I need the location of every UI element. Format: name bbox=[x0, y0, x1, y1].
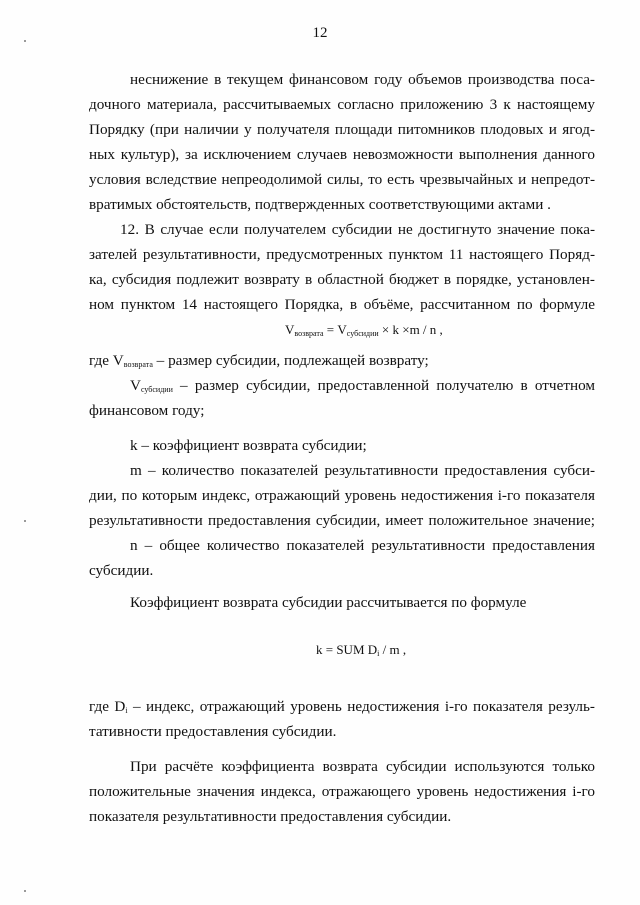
coefficient-intro: Коэффициент возврата субсидии рассчитывается по формуле bbox=[130, 594, 527, 611]
formula-v: V bbox=[337, 322, 347, 337]
paragraph-line: ных культур), за исключением случаев невозможности выполнения данного bbox=[89, 146, 595, 163]
paragraph-line: 12. В случае если получателем субсидии не достигнуто значение пока- bbox=[120, 221, 595, 238]
scan-mark bbox=[24, 520, 26, 522]
paragraph-line: ном пунктом 14 настоящего Порядка, в объёме, рассчитанном по формуле bbox=[89, 296, 595, 313]
definition-d: где Di – индекс, отражающий уровень недостижения i-го показателя резуль- bbox=[89, 698, 595, 715]
paragraph-line: финансовом году; bbox=[89, 402, 205, 419]
paragraph-line: дочного материала, рассчитываемых согласно приложению 3 к настоящему bbox=[89, 96, 595, 113]
paragraph-line: ка, субсидия подлежит возврату в областной бюджет в порядке, установлен- bbox=[89, 271, 595, 288]
paragraph-line: результативности предоставления субсидии, имеет положительное значение; bbox=[89, 512, 595, 529]
definition-k: k – коэффициент возврата субсидии; bbox=[130, 437, 367, 454]
scan-mark bbox=[24, 40, 26, 42]
formula-equals: = bbox=[326, 322, 335, 337]
paragraph-line: показателя результативности предоставления субсидии. bbox=[89, 808, 452, 825]
paragraph-line: При расчёте коэффициента возврата субсидии используются только bbox=[130, 758, 595, 775]
paragraph-line: m – количество показателей результативности предоставления субси- bbox=[130, 462, 595, 479]
paragraph-line: дии, по которым индекс, отражающий уровень недостижения i-го показателя bbox=[89, 487, 595, 504]
paragraph-line: Порядку (при наличии у получателя площади питомников плодовых и ягод- bbox=[89, 121, 595, 138]
paragraph-line: условия вследствие непреодолимой силы, то есть чрезвычайных и непредот- bbox=[89, 171, 595, 188]
paragraph-line: положительные значения индекса, отражающего уровень недостижения i-го bbox=[89, 783, 595, 800]
formula-sub-return: возврата bbox=[294, 329, 324, 338]
page-number: 12 bbox=[312, 25, 328, 41]
paragraph-line: субсидии. bbox=[89, 562, 154, 579]
paragraph-line: зателей результативности, предусмотренных пунктом 11 настоящего Поряд- bbox=[89, 246, 595, 263]
scan-mark bbox=[24, 890, 26, 892]
formula-v: V bbox=[285, 322, 295, 337]
return-formula bbox=[285, 322, 443, 338]
paragraph-line: вратимых обстоятельств, подтвержденных соответствующими актами . bbox=[89, 196, 551, 213]
coefficient-formula: k = SUM Di / m , bbox=[316, 642, 407, 658]
paragraph-line: тативности предоставления субсидии. bbox=[89, 723, 337, 740]
formula-sub-subsidy: субсидии bbox=[346, 329, 379, 338]
formula-rest: × k ×m / n , bbox=[381, 322, 443, 337]
definition-v-return: где Vвозврата – размер субсидии, подлежащей возврату; bbox=[89, 352, 429, 369]
definition-v-subsidy: Vсубсидии – размер субсидии, предоставленной получателю в отчетном bbox=[130, 377, 595, 394]
paragraph-line: n – общее количество показателей результативности предоставления bbox=[130, 537, 595, 554]
paragraph-line: неснижение в текущем финансовом году объемов производства поса- bbox=[130, 71, 595, 88]
